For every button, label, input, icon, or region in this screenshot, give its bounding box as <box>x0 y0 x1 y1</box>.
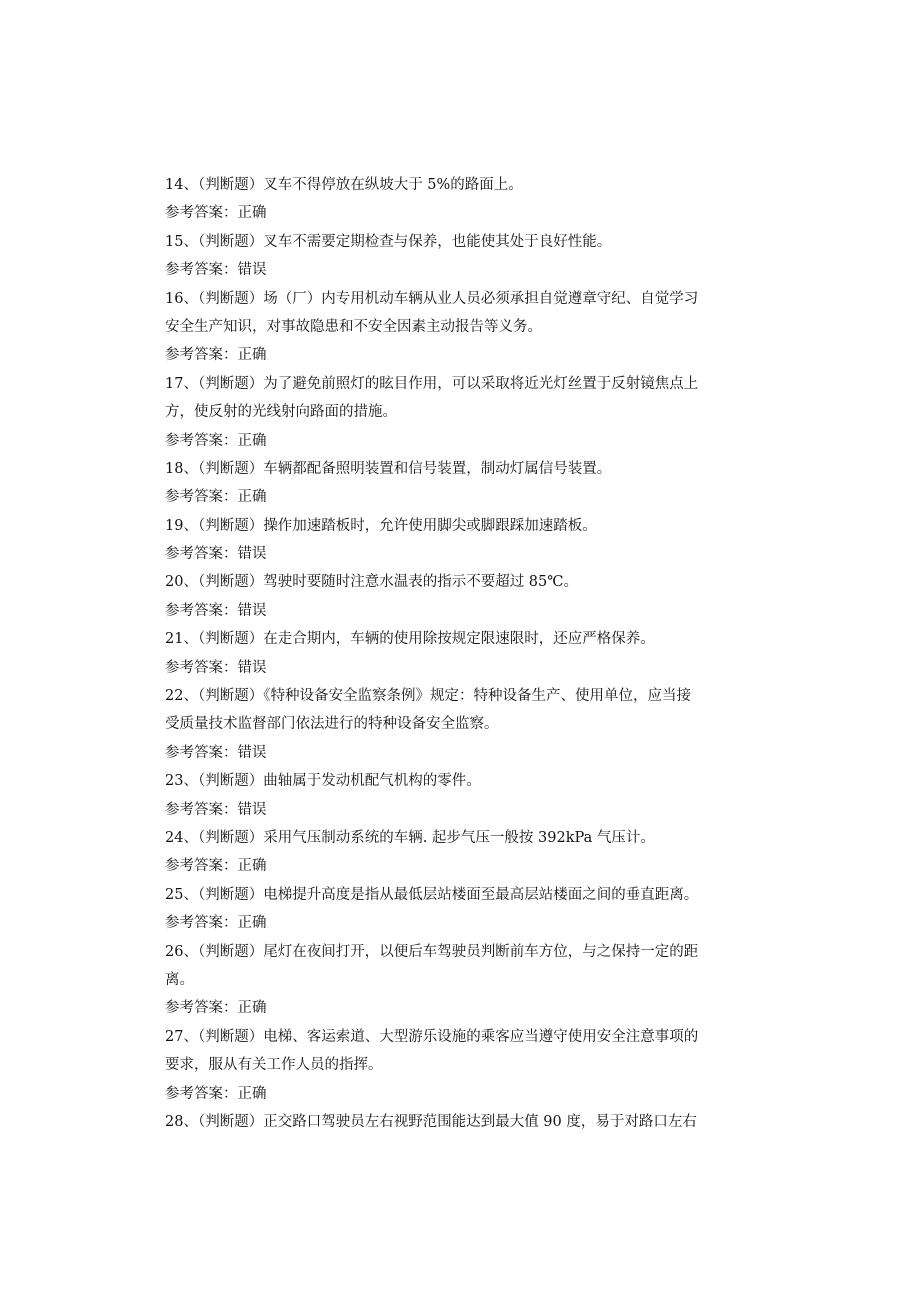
question-22-line-1: 22、（判断题）《特种设备安全监察条例》规定：特种设备生产、使用单位，应当接 <box>165 688 691 705</box>
question-27-line-1: 27、（判断题）电梯、客运索道、大型游乐设施的乘客应当遵守使用安全注意事项的 <box>165 1028 699 1045</box>
answer-17: 参考答案：正确 <box>165 432 267 449</box>
question-15-line-1: 15、（判断题）叉车不需要定期检查与保养，也能使其处于良好性能。 <box>165 233 612 250</box>
answer-14: 参考答案：正确 <box>165 205 267 222</box>
question-18-line-1: 18、（判断题）车辆都配备照明装置和信号装置，制动灯属信号装置。 <box>165 460 612 477</box>
question-17-line-1: 17、（判断题）为了避免前照灯的眩目作用，可以采取将近光灯丝置于反射镜焦点上 <box>165 375 699 392</box>
question-22-line-2: 受质量技术监督部门依法进行的特种设备安全监察。 <box>165 716 499 733</box>
answer-26: 参考答案：正确 <box>165 1000 267 1017</box>
question-27-line-2: 要求，服从有关工作人员的指挥。 <box>165 1057 383 1074</box>
question-19-line-1: 19、（判断题）操作加速踏板时，允许使用脚尖或脚跟踩加速踏板。 <box>165 517 597 534</box>
answer-23: 参考答案：错误 <box>165 801 267 818</box>
answer-19: 参考答案：错误 <box>165 546 267 563</box>
question-14-line-1: 14、（判断题）叉车不得停放在纵坡大于 5%的路面上。 <box>165 177 523 193</box>
answer-15: 参考答案：错误 <box>165 262 267 279</box>
question-25-line-1: 25、（判断题）电梯提升高度是指从最低层站楼面至最高层站楼面之间的垂直距离。 <box>165 886 699 903</box>
question-17-line-2: 方，使反射的光线射向路面的措施。 <box>165 404 397 421</box>
question-24-line-1: 24、（判断题）采用气压制动系统的车辆. 起步气压一般按 392kPa 气压计。 <box>165 829 655 846</box>
answer-22: 参考答案：错误 <box>165 744 267 761</box>
answer-27: 参考答案：正确 <box>165 1085 267 1102</box>
question-23-line-1: 23、（判断题）曲轴属于发动机配气机构的零件。 <box>165 773 481 790</box>
question-16-line-1: 16、（判断题）场（厂）内专用机动车辆从业人员必须承担自觉遵章守纪、自觉学习 <box>165 290 699 307</box>
question-21-line-1: 21、（判断题）在走合期内，车辆的使用除按规定限速限时，还应严格保养。 <box>165 631 655 648</box>
question-list <box>165 171 745 1136</box>
answer-16: 参考答案：正确 <box>165 347 267 364</box>
answer-20: 参考答案：错误 <box>165 602 267 619</box>
question-28-line-1: 28、（判断题）正交路口驾驶员左右视野范围能达到最大值 90 度，易于对路口左右 <box>165 1113 697 1130</box>
answer-21: 参考答案：错误 <box>165 659 267 676</box>
answer-18: 参考答案：正确 <box>165 489 267 506</box>
answer-25: 参考答案：正确 <box>165 915 267 932</box>
question-16-line-2: 安全生产知识，对事故隐患和不安全因素主动报告等义务。 <box>165 318 542 335</box>
question-26-line-1: 26、（判断题）尾灯在夜间打开，以便后车驾驶员判断前车方位，与之保持一定的距 <box>165 943 699 960</box>
answer-24: 参考答案：正确 <box>165 858 267 875</box>
question-20-line-1: 20、（判断题）驾驶时要随时注意水温表的指示不要超过 85℃。 <box>165 574 578 591</box>
question-26-line-2: 离。 <box>165 971 194 988</box>
